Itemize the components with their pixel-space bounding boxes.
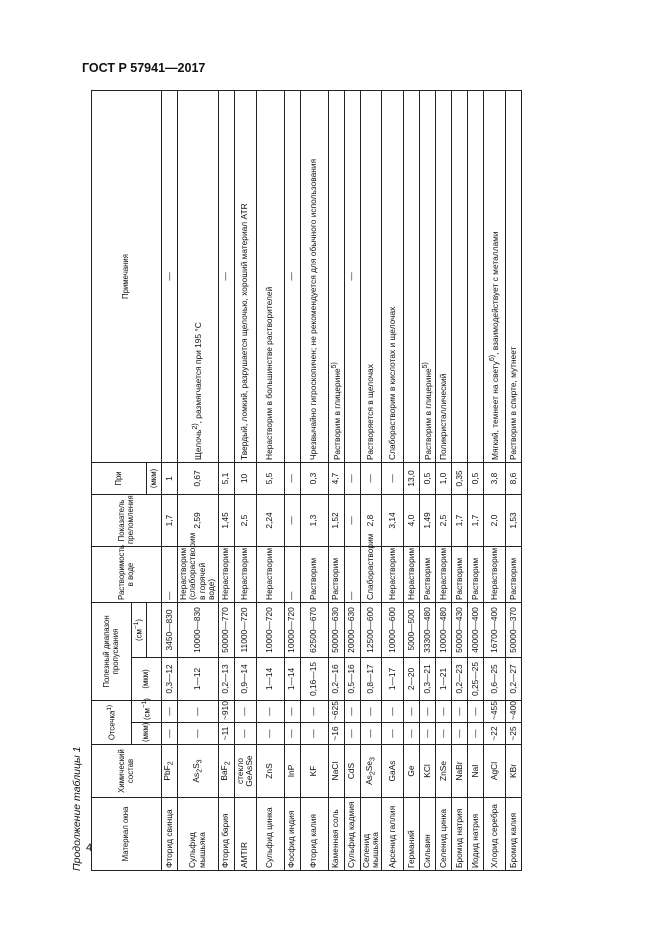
table-row: [452, 90, 468, 870]
formula-cell: KBr: [506, 745, 522, 798]
cutoff-cm-cell: —: [256, 700, 284, 722]
range-um-cell: 0,3—12: [162, 657, 178, 700]
range-cm-cell: 11000—720: [234, 602, 256, 657]
notes-cell: Растворим в глицерине$^{5)}$: [328, 90, 344, 462]
range-um-cell: 0,2—27: [506, 657, 522, 700]
col-header-at: При: [92, 462, 147, 494]
notes-cell: Твердый, ломкий, разрушается щелочью, хороший материал ATR: [234, 90, 256, 462]
at-cell: 0,67: [178, 462, 219, 494]
material-cell: Селенид мышьяка: [360, 798, 382, 871]
at-cell: 0,3: [300, 462, 328, 494]
notes-cell: [468, 90, 484, 462]
cutoff-cm-cell: —: [468, 700, 484, 722]
cutoff-um-cell: —: [300, 723, 328, 745]
formula-cell: PbF$_2$: [162, 745, 178, 798]
at-cell: 3,8: [484, 462, 506, 494]
at-cell: 5,5: [256, 462, 284, 494]
range-um-cell: 0,16—15: [300, 657, 328, 700]
cutoff-cm-cell: ~400: [506, 700, 522, 722]
material-cell: Иодид натрия: [468, 798, 484, 871]
solubility-cell: Нерастворим: [484, 546, 506, 602]
material-cell: Хлорид серебра: [484, 798, 506, 871]
range-um-cell: 0,9—14: [234, 657, 256, 700]
refraction-cell: 2,5: [436, 494, 452, 546]
solubility-cell: —: [284, 546, 300, 602]
cutoff-cm-cell: —: [284, 700, 300, 722]
range-um-cell: 1—21: [436, 657, 452, 700]
cutoff-cm-cell: —: [300, 700, 328, 722]
refraction-cell: —: [284, 494, 300, 546]
cutoff-um-cell: —: [382, 723, 404, 745]
formula-cell: NaBr: [452, 745, 468, 798]
table-row: [234, 90, 256, 870]
cutoff-cm-cell: —: [436, 700, 452, 722]
cutoff-um-cell: —: [256, 723, 284, 745]
range-cm-cell: 10000—830: [178, 602, 219, 657]
material-cell: Сильвин: [420, 798, 436, 871]
table-row: [468, 90, 484, 870]
cutoff-um-cell: —: [420, 723, 436, 745]
at-cell: 1: [162, 462, 178, 494]
formula-cell: InP: [284, 745, 300, 798]
cutoff-um-cell: ~16: [328, 723, 344, 745]
table-row: [404, 90, 420, 870]
range-um-cell: 1—17: [382, 657, 404, 700]
material-cell: Сульфид цинка: [256, 798, 284, 871]
solubility-cell: Нерастворим (слаборастворим в горячей воде): [178, 546, 219, 602]
range-um-cell: 1—14: [284, 657, 300, 700]
range-um-cell: 0,2—13: [218, 657, 234, 700]
range-um-cell: 1—12: [178, 657, 219, 700]
notes-cell: [404, 90, 420, 462]
at-cell: 13,0: [404, 462, 420, 494]
table-row: [506, 90, 522, 870]
notes-cell: Поликристаллический: [436, 90, 452, 462]
solubility-cell: Нерастворим: [256, 546, 284, 602]
range-cm-cell: 50000—770: [218, 602, 234, 657]
material-cell: Фторид калия: [300, 798, 328, 871]
solubility-cell: Растворим: [468, 546, 484, 602]
refraction-cell: 2,5: [234, 494, 256, 546]
material-cell: Бромид натрия: [452, 798, 468, 871]
notes-cell: Чрезвычайно гигроскопичен; не рекомендуется для обычного использования: [300, 90, 328, 462]
at-cell: 0,5: [420, 462, 436, 494]
col-header-range: Полезный диапазон пропускания: [92, 602, 132, 700]
cutoff-cm-cell: —: [420, 700, 436, 722]
range-cm-cell: 10000—480: [436, 602, 452, 657]
range-cm-cell: 10000—720: [284, 602, 300, 657]
formula-cell: KF: [300, 745, 328, 798]
notes-cell: —: [284, 90, 300, 462]
col-header-range-cm: $(см^{-1})$: [132, 602, 147, 657]
col-header-solubility: Растворимость в воде: [92, 546, 162, 602]
notes-cell: —: [344, 90, 360, 462]
refraction-cell: 1,7: [162, 494, 178, 546]
refraction-cell: 4,0: [404, 494, 420, 546]
solubility-cell: —: [344, 546, 360, 602]
solubility-cell: Растворим: [420, 546, 436, 602]
material-cell: Бромид калия: [506, 798, 522, 871]
cutoff-um-cell: ~11: [218, 723, 234, 745]
refraction-cell: 1,52: [328, 494, 344, 546]
solubility-cell: Растворим: [328, 546, 344, 602]
col-header-material: Материал окна: [92, 798, 162, 871]
refraction-cell: 2,24: [256, 494, 284, 546]
cutoff-cm-cell: —: [404, 700, 420, 722]
solubility-cell: Растворим: [452, 546, 468, 602]
col-header-cutoff-cm: $(см^{-1})$: [132, 700, 162, 722]
table-continuation-caption: Продолжение таблицы 1: [71, 746, 83, 871]
cutoff-cm-cell: —: [178, 700, 219, 722]
refraction-cell: 1,45: [218, 494, 234, 546]
at-cell: —: [360, 462, 382, 494]
material-cell: Арсенид галлия: [382, 798, 404, 871]
formula-cell: Ge: [404, 745, 420, 798]
table-row: [162, 90, 178, 870]
solubility-cell: Нерастворим: [382, 546, 404, 602]
at-cell: 8,6: [506, 462, 522, 494]
solubility-cell: Слаборастворим: [360, 546, 382, 602]
formula-cell: ZnSe: [436, 745, 452, 798]
range-cm-cell: 33300—480: [420, 602, 436, 657]
formula-cell: AgCl: [484, 745, 506, 798]
at-cell: 0,35: [452, 462, 468, 494]
range-um-cell: 0,5—16: [344, 657, 360, 700]
col-header-notes: Примечания: [92, 90, 162, 462]
cutoff-um-cell: ~22: [484, 723, 506, 745]
range-cm-cell: 50000—430: [452, 602, 468, 657]
solubility-cell: Нерастворим: [404, 546, 420, 602]
material-cell: Сульфид мышьяка: [178, 798, 219, 871]
notes-cell: Растворяется в щелочах: [360, 90, 382, 462]
table-row: [420, 90, 436, 870]
notes-cell: —: [162, 90, 178, 462]
cutoff-cm-cell: ~455: [484, 700, 506, 722]
range-cm-cell: 12500—600: [360, 602, 382, 657]
cutoff-um-cell: —: [404, 723, 420, 745]
formula-cell: $As_2S_3$: [178, 745, 219, 798]
formula-cell: KCl: [420, 745, 436, 798]
range-cm-cell: 10000—720: [256, 602, 284, 657]
at-cell: 10: [234, 462, 256, 494]
material-cell: Сульфид кадмия: [344, 798, 360, 871]
at-cell: 1,0: [436, 462, 452, 494]
materials-table: [91, 90, 522, 871]
range-um-cell: 2—20: [404, 657, 420, 700]
table-row: [300, 90, 328, 870]
material-cell: Фторид бария: [218, 798, 234, 871]
formula-cell: NaCl: [328, 745, 344, 798]
col-header-cutoff-um: (мкм): [132, 723, 162, 745]
range-um-cell: 0,6—25: [484, 657, 506, 700]
material-cell: AMTIR: [234, 798, 256, 871]
range-cm-cell: 5000—500: [404, 602, 420, 657]
cutoff-cm-cell: —: [344, 700, 360, 722]
table-row: [284, 90, 300, 870]
cutoff-um-cell: —: [452, 723, 468, 745]
range-cm-cell: 50000—630: [328, 602, 344, 657]
col-header-range-um: (мкм): [132, 657, 162, 700]
at-cell: 4,7: [328, 462, 344, 494]
cutoff-um-cell: ~25: [506, 723, 522, 745]
solubility-cell: Нерастворим: [218, 546, 234, 602]
table-row: [382, 90, 404, 870]
range-cm-cell: 16700—400: [484, 602, 506, 657]
notes-cell: Растворим в глицерине$^{5)}$: [420, 90, 436, 462]
material-cell: Германий: [404, 798, 420, 871]
cutoff-um-cell: —: [344, 723, 360, 745]
at-cell: 5,1: [218, 462, 234, 494]
table-row: [178, 90, 219, 870]
range-um-cell: 0,8—17: [360, 657, 382, 700]
formula-cell: $As_2Se_3$: [360, 745, 382, 798]
range-um-cell: 0,25—25: [468, 657, 484, 700]
col-header-cutoff: Отсечка$^{1)}$: [92, 700, 132, 744]
cutoff-cm-cell: —: [360, 700, 382, 722]
col-header-formula: Химический состав: [92, 745, 162, 798]
table-row: [436, 90, 452, 870]
formula-cell: ZnS: [256, 745, 284, 798]
material-cell: Каменная соль: [328, 798, 344, 871]
range-cm-cell: 62500—670: [300, 602, 328, 657]
range-cm-cell: 10000—600: [382, 602, 404, 657]
formula-cell: NaI: [468, 745, 484, 798]
notes-cell: Мягкий, темнеет на свету$^{6)}$, взаимодействует с металлами: [484, 90, 506, 462]
cutoff-cm-cell: —: [162, 700, 178, 722]
notes-cell: —: [218, 90, 234, 462]
notes-cell: Растворим в спирте, мутнеет: [506, 90, 522, 462]
table-row: [344, 90, 360, 870]
solubility-cell: Растворим: [506, 546, 522, 602]
refraction-cell: 2,8: [360, 494, 382, 546]
cutoff-um-cell: —: [436, 723, 452, 745]
notes-cell: Щелочь$^{2)}$, размягчается при 195 °С: [178, 90, 219, 462]
at-cell: —: [344, 462, 360, 494]
range-um-cell: 0,2—23: [452, 657, 468, 700]
materials-table-body: [162, 90, 522, 870]
range-cm-cell: 40000—400: [468, 602, 484, 657]
formula-cell: GaAs: [382, 745, 404, 798]
range-um-cell: 0,3—21: [420, 657, 436, 700]
refraction-cell: 1,49: [420, 494, 436, 546]
refraction-cell: 1,53: [506, 494, 522, 546]
page-number: 4: [86, 842, 93, 854]
range-cm-cell: 50000—370: [506, 602, 522, 657]
cutoff-cm-cell: ~625: [328, 700, 344, 722]
range-cm-cell: 3450—830: [162, 602, 178, 657]
notes-cell: Слаборастворим в кислотах и щелочах: [382, 90, 404, 462]
refraction-cell: 3,14: [382, 494, 404, 546]
solubility-cell: Растворим: [300, 546, 328, 602]
formula-cell: CdS: [344, 745, 360, 798]
range-um-cell: 1—14: [256, 657, 284, 700]
refraction-cell: 2,59: [178, 494, 219, 546]
refraction-cell: 1,3: [300, 494, 328, 546]
table-row: [484, 90, 506, 870]
at-cell: 0,5: [468, 462, 484, 494]
cutoff-um-cell: —: [360, 723, 382, 745]
cutoff-um-cell: —: [178, 723, 219, 745]
col-header-refraction: Показатель преломления: [92, 494, 162, 546]
table-row: [328, 90, 344, 870]
formula-cell: BaF$_2$: [218, 745, 234, 798]
cutoff-um-cell: —: [162, 723, 178, 745]
solubility-cell: Нерастворим: [234, 546, 256, 602]
cutoff-um-cell: —: [468, 723, 484, 745]
cutoff-cm-cell: ~910: [218, 700, 234, 722]
range-cm-cell: 20000—630: [344, 602, 360, 657]
table-row: [256, 90, 284, 870]
rotated-table-container: [71, 91, 595, 871]
refraction-cell: —: [344, 494, 360, 546]
material-cell: Селенид цинка: [436, 798, 452, 871]
refraction-cell: 2,0: [484, 494, 506, 546]
material-cell: Фосфид индия: [284, 798, 300, 871]
notes-cell: [452, 90, 468, 462]
table-row: [360, 90, 382, 870]
at-cell: —: [284, 462, 300, 494]
cutoff-cm-cell: —: [452, 700, 468, 722]
refraction-cell: 1,7: [452, 494, 468, 546]
col-header-at-unit: (мкм): [147, 462, 162, 494]
cutoff-um-cell: —: [284, 723, 300, 745]
formula-cell: стекло GeAsSe: [234, 745, 256, 798]
document-header: ГОСТ Р 57941—2017: [82, 61, 206, 75]
at-cell: —: [382, 462, 404, 494]
table-row: [218, 90, 234, 870]
cutoff-um-cell: —: [234, 723, 256, 745]
col-header-range-cm-blank: [147, 602, 162, 657]
cutoff-cm-cell: —: [382, 700, 404, 722]
material-cell: Фторид свинца: [162, 798, 178, 871]
cutoff-cm-cell: —: [234, 700, 256, 722]
notes-cell: Нерастворим в большинстве растворителей: [256, 90, 284, 462]
solubility-cell: —: [162, 546, 178, 602]
refraction-cell: 1,7: [468, 494, 484, 546]
range-um-cell: 0,2—16: [328, 657, 344, 700]
solubility-cell: Нерастворим: [436, 546, 452, 602]
